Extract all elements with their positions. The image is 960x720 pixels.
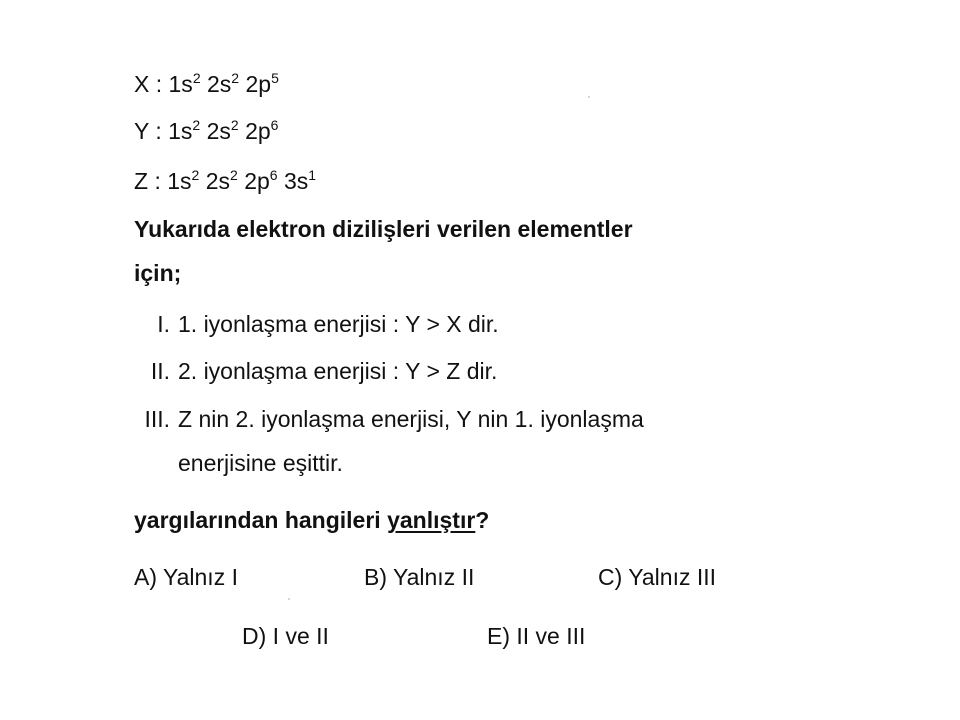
element-symbol: Y: [134, 118, 149, 144]
statement-text: Z nin 2. iyonlaşma enerjisi, Y nin 1. iyonlaşma: [178, 406, 644, 432]
element-symbol: Z: [134, 168, 149, 194]
orbital: 2p: [245, 71, 272, 97]
orbital: 2s: [206, 118, 231, 144]
electron-count: 2: [230, 167, 238, 183]
prompt-emphasis: yanlıştır: [387, 507, 476, 533]
orbital: 2p: [244, 168, 270, 194]
statement-text: 1. iyonlaşma enerjisi : Y > X dir.: [178, 311, 499, 337]
statement-number: I.: [157, 311, 170, 337]
element-symbol: X: [134, 71, 150, 97]
electron-count: 2: [191, 167, 200, 183]
orbital: 1s: [168, 71, 193, 97]
electron-count: 2: [231, 70, 240, 86]
electron-count: 6: [270, 117, 279, 133]
config-line-z: [134, 167, 317, 194]
statement-text-continued: enerjisine eşittir.: [178, 450, 343, 476]
separator: :: [154, 168, 161, 194]
orbital: 2s: [205, 168, 231, 194]
statement-text: 2. iyonlaşma enerjisi : Y > Z dir.: [178, 358, 498, 384]
statement-number: II.: [150, 358, 170, 384]
orbital: 1s: [167, 168, 192, 194]
scan-speck: [588, 96, 590, 98]
option-d[interactable]: D) I ve II: [242, 623, 329, 649]
orbital: 2s: [207, 71, 232, 97]
separator: :: [155, 71, 163, 97]
question-line-2: için;: [134, 260, 182, 286]
option-c[interactable]: C) Yalnız III: [598, 564, 717, 590]
statement-number: III.: [144, 406, 170, 432]
config-line-x: [134, 70, 279, 97]
question-prompt: [134, 509, 489, 532]
option-e[interactable]: E) II ve III: [487, 623, 586, 649]
orbital: 2p: [245, 118, 271, 144]
electron-count: 1: [308, 167, 317, 183]
option-a[interactable]: A) Yalnız I: [134, 564, 238, 590]
orbital: 1s: [168, 118, 193, 144]
electron-count: 2: [230, 117, 239, 133]
prompt-mark: ?: [475, 507, 490, 533]
scan-speck: [288, 598, 290, 600]
config-line-y: [134, 117, 279, 144]
option-b[interactable]: B) Yalnız II: [364, 564, 475, 590]
electron-count: 2: [192, 70, 201, 86]
electron-count: 6: [269, 167, 278, 183]
separator: :: [155, 118, 162, 144]
orbital: 3s: [283, 168, 309, 194]
question-line-1: Yukarıda elektron dizilişleri verilen elementler: [134, 216, 633, 242]
electron-count: 2: [192, 117, 201, 133]
electron-count: 5: [271, 70, 279, 86]
prompt-text: yargılarından hangileri: [134, 507, 388, 533]
